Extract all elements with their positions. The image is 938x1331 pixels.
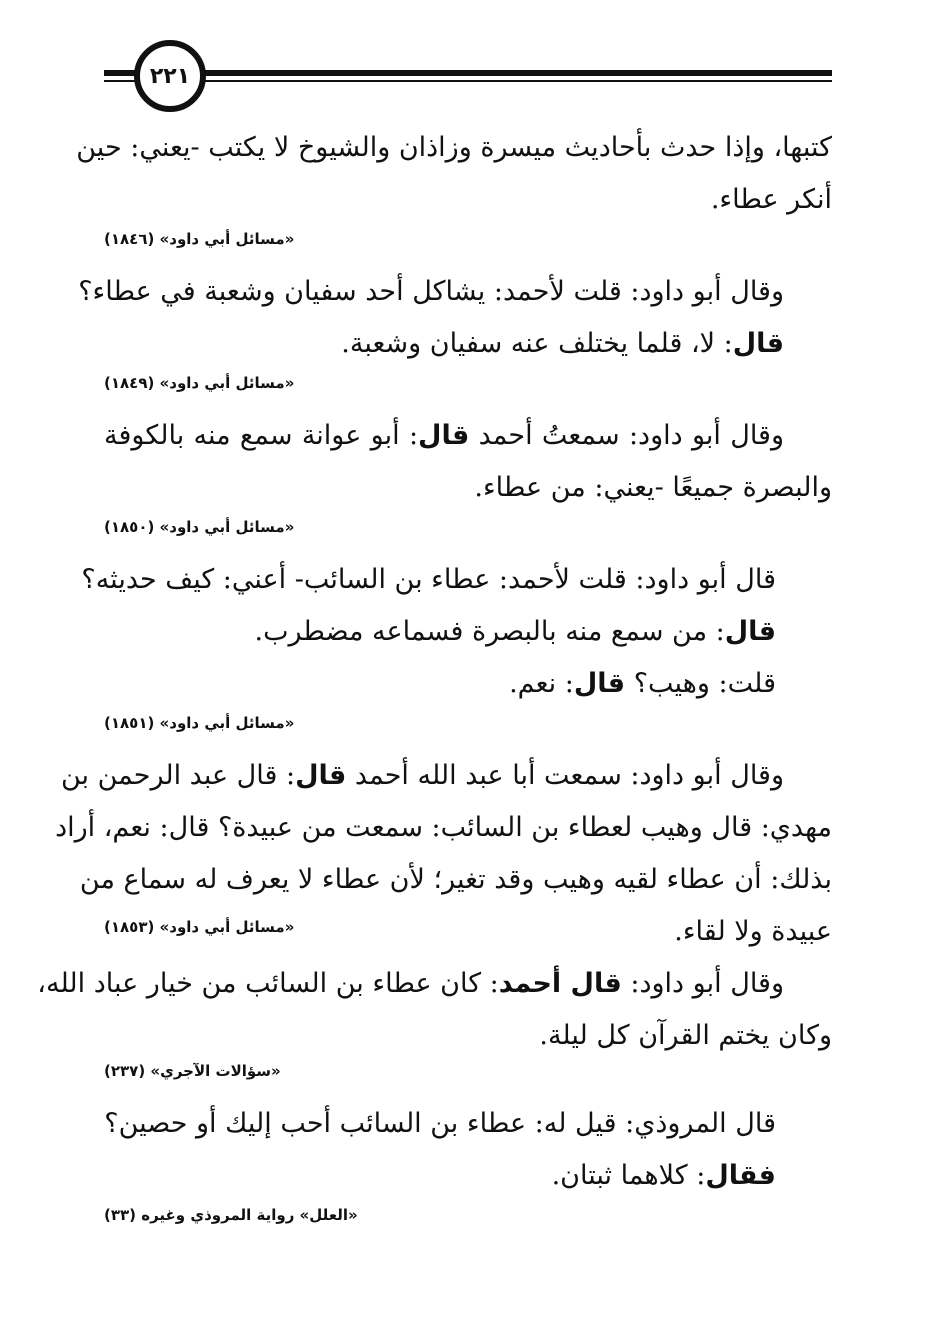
keyword-qal-ahmad: قال أحمد	[498, 968, 622, 999]
entry	[104, 1098, 776, 1202]
entry	[81, 554, 776, 710]
keyword-qal: قال	[418, 420, 470, 451]
text-line: مهدي: قال وهيب لعطاء بن السائب: سمعت من عبيدة؟ قال: نعم، أراد	[55, 812, 832, 843]
source-citation: «العلل» رواية المروذي وغيره (٣٣)	[104, 1206, 358, 1224]
text-line: والبصرة جميعًا -يعني: من عطاء.	[474, 472, 832, 503]
page-number	[134, 40, 206, 112]
header-rule	[104, 80, 138, 82]
text-line: وقال أبو داود: قال أحمد: كان عطاء بن السائب من خيار عباد الله،	[37, 968, 784, 999]
text-line: بذلك: أن عطاء لقيه وهيب وقد تغير؛ لأن عطاء لا يعرف له سماع من	[79, 864, 832, 895]
source-citation: «مسائل أبي داود» (١٨٥٠)	[104, 518, 295, 536]
entry-continuation	[104, 1010, 832, 1062]
source-citation: «مسائل أبي داود» (١٨٥١)	[104, 714, 295, 732]
text-line: وقال أبو داود: سمعتُ أحمد قال: أبو عوانة سمع منه بالكوفة	[104, 420, 785, 451]
entry-continuation	[104, 462, 832, 514]
text-line: وقال أبو داود: قلت لأحمد: يشاكل أحد سفيان وشعبة في عطاء؟	[78, 276, 784, 307]
text-line: عبيدة ولا لقاء.	[674, 916, 832, 947]
keyword-qal: قال	[732, 328, 784, 359]
header-rule	[200, 80, 832, 82]
text-line: أنكر عطاء.	[710, 184, 832, 215]
source-citation: «مسائل أبي داود» (١٨٥٣)	[104, 918, 295, 936]
text-line: قال المروذي: قيل له: عطاء بن السائب أحب إليك أو حصين؟	[104, 1108, 776, 1139]
entry	[37, 958, 784, 1010]
text-line: وقال أبو داود: سمعت أبا عبد الله أحمد قال: قال عبد الرحمن بن	[60, 760, 784, 791]
keyword-faqal: فقال	[705, 1160, 776, 1191]
keyword-qal: قال	[573, 668, 626, 699]
entry	[78, 266, 784, 370]
text-line: قال: من سمع منه بالبصرة فسماعه مضطرب.	[254, 616, 776, 647]
text-line: قال: لا، قلما يختلف عنه سفيان وشعبة.	[341, 328, 784, 359]
header-rule	[200, 70, 832, 76]
text-line: قلت: وهيب؟ قال: نعم.	[509, 668, 776, 699]
entry	[76, 122, 832, 226]
header-rule	[104, 70, 138, 76]
source-citation: «مسائل أبي داود» (١٨٤٩)	[104, 374, 295, 392]
entry	[104, 410, 784, 462]
source-citation: «مسائل أبي داود» (١٨٤٦)	[104, 230, 295, 248]
keyword-qal: قال	[295, 760, 347, 791]
keyword-qal: قال	[724, 616, 776, 647]
text-line: كتبها، وإذا حدث بأحاديث ميسرة وزاذان والشيوخ لا يكتب -يعني: حين	[76, 132, 832, 163]
source-citation: «سؤالات الآجري» (٢٣٧)	[104, 1062, 281, 1080]
page-number-text: ٢٢١	[149, 63, 191, 89]
entry	[60, 750, 784, 802]
text-line: وكان يختم القرآن كل ليلة.	[539, 1020, 832, 1051]
text-line: قال أبو داود: قلت لأحمد: عطاء بن السائب- أعني: كيف حديثه؟	[81, 564, 776, 595]
text-line: فقال: كلاهما ثبتان.	[551, 1160, 776, 1191]
